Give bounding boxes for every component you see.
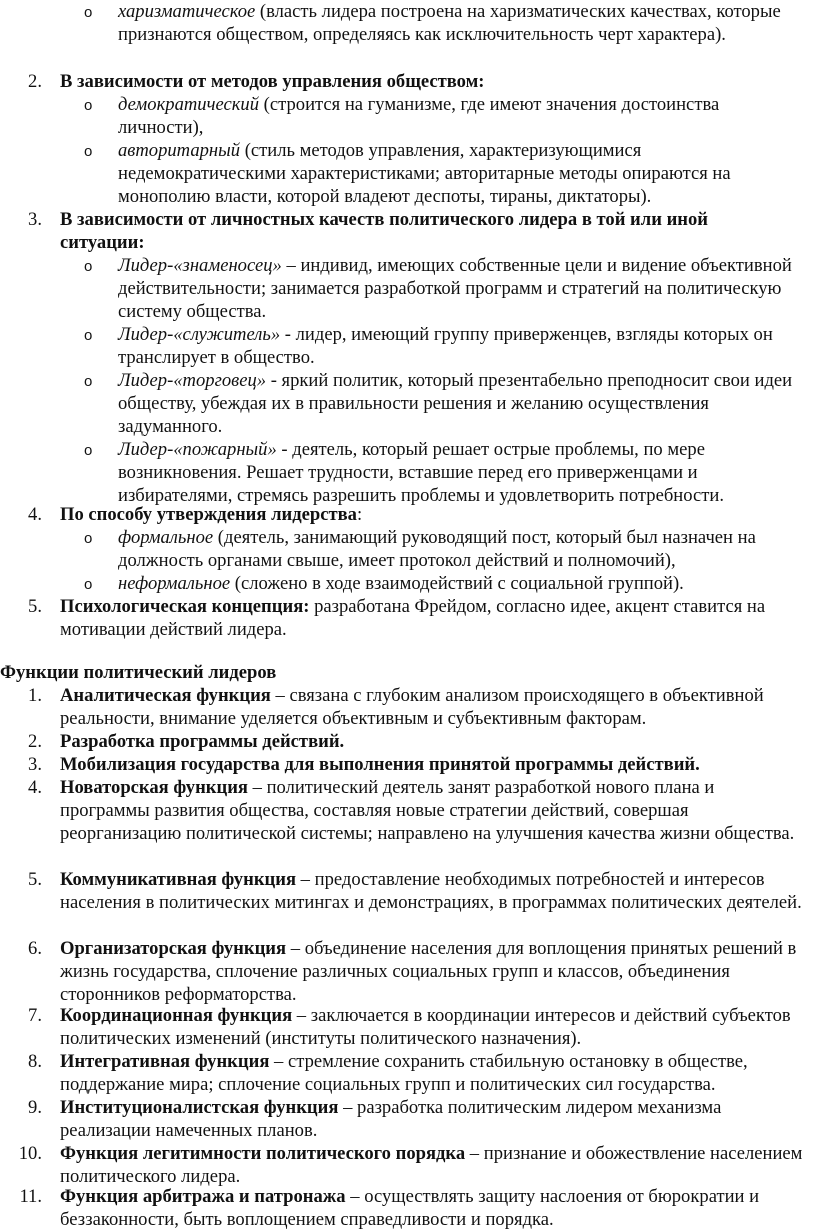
item-text: Функция арбитража и патронажа – осуществлять защиту наслоения от бюрократии и беззаконности, быть воплощением справедливости и порядка. [60,1186,760,1230]
item-number: 10. [18,1143,42,1164]
bullet-icon: o [84,576,93,593]
item-text: Мобилизация государства для выполнения принятой программы действий. [60,754,700,775]
item-text: Новаторская функция – политический деятель занят разработкой нового плана и программы развития общества, составляя новые стратегии действий, совершая реорганизацию политической системы; направлено на улучшения качества жизни общества. [60,777,795,844]
item-text: Коммуникативная функция – предоставление необходимых потребностей и интересов населения в политических митингах и демонстрациях, в программах политических деятелей. [60,869,802,913]
item-text: Координационная функция – заключается в координации интересов и действий субъектов политических изменений (институты политического назначения). [60,1005,791,1049]
list-item-text: демократический (строится на гуманизме, где имеют значения достоинства личности), [118,94,720,138]
item-text: Институционалистская функция – разработка политическим лидером механизма реализации намеченных планов. [60,1097,722,1141]
item-title: По способу утверждения лидерства: [60,504,363,525]
bullet-icon: o [84,327,93,344]
item-number: 6. [28,938,42,959]
item-number: 2. [28,731,42,752]
bullet-icon: o [84,530,93,547]
bullet-icon: o [84,4,93,21]
item-number: 2. [28,71,42,92]
item-number: 4. [28,777,42,798]
item-title: В зависимости от методов управления обществом: [60,71,485,92]
bullet-icon: o [84,373,93,390]
item-number: 4. [28,504,42,525]
item-text: Разработка программы действий. [60,731,345,752]
item-number: 11. [19,1186,42,1207]
bullet-icon: o [84,97,93,114]
item-text: Психологическая концепция: разработана Фрейдом, согласно идее, акцент ставится на мотивации действий лидера. [60,596,766,640]
item-text: Аналитическая функция – связана с глубоким анализом происходящего в объективной реальности, внимание уделяется объективным и субъективным факторам. [60,685,764,729]
list-item-text: неформальное (сложено в ходе взаимодействий с социальной группой). [118,573,684,594]
list-item-text: Лидер-«знаменосец» – индивид, имеющих собственные цели и видение объективной действительности; занимается разработкой программ и стратегий на политическую систему общества. [118,255,792,322]
bullet-icon: o [84,143,93,160]
section-heading: Функции политический лидеров [0,662,277,683]
list-item-text: формальное (деятель, занимающий руководящий пост, который был назначен на должность органами свыше, имеет протокол действий и полномочий), [118,527,756,571]
list-item-text: Лидер-«пожарный» - деятель, который решает острые проблемы, по мере возникновения. Решает трудности, вставшие перед его приверженцами и избирателями, стремясь разрешить проблемы и удовлетворить потребности. [118,439,724,506]
bullet-icon: o [84,258,93,275]
item-text: Функция легитимности политического порядка – признание и обожествление населением политического лидера. [60,1143,803,1187]
item-number: 8. [28,1051,42,1072]
item-text: Интегративная функция – стремление сохранить стабильную остановку в обществе, поддержание мира; сплочение социальных групп и политических сил государства. [60,1051,748,1095]
list-item-text: харизматическое (власть лидера построена на харизматических качествах, которые признаются обществом, определяясь как исключительность черт характера). [118,1,781,45]
item-number: 7. [28,1005,42,1026]
item-title: В зависимости от личностных качеств политического лидера в той или иной ситуации: [60,209,709,253]
bullet-icon: o [84,442,93,459]
list-item-text: Лидер-«торговец» - яркий политик, который презентабельно преподносит свои идеи обществу, убеждая их в правильности решения и желанию осуществления задуманного. [118,370,793,437]
item-number: 3. [28,754,42,775]
item-number: 5. [28,596,42,617]
list-item-text: Лидер-«служитель» - лидер, имеющий группу приверженцев, взгляды которых он транслирует в общество. [118,324,773,368]
item-number: 1. [28,685,42,706]
item-number: 5. [28,869,42,890]
item-number: 3. [28,209,42,230]
list-item-text: авторитарный (стиль методов управления, характеризующимися недемократическими характеристиками; авторитарные методы опираются на монополию власти, которой владеют деспоты, тираны, диктаторы). [118,140,731,207]
item-text: Организаторская функция – объединение населения для воплощения принятых решений в жизнь государства, сплочение различных социальных групп и классов, объединения сторонников реформаторства. [60,938,797,1005]
item-number: 9. [28,1097,42,1118]
